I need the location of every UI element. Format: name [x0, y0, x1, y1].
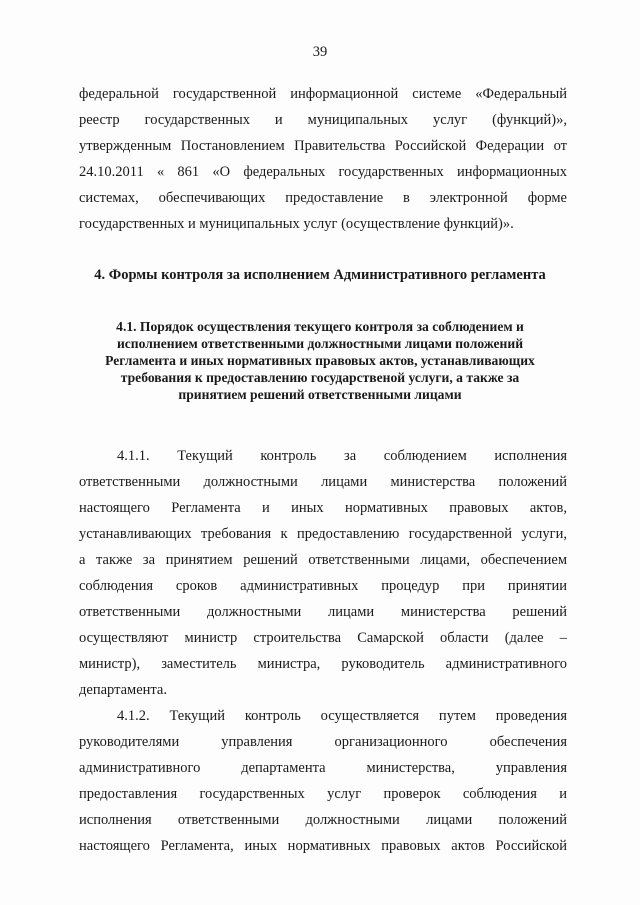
para-411-line: ответственными должностными лицами министерства положений [79, 474, 567, 490]
para-411-line: министр), заместитель министра, руководитель административного [79, 656, 567, 672]
page-number: 39 [312, 44, 328, 60]
intro-line: 24.10.2011 « 861 «О федеральных государственных информационных [79, 164, 567, 180]
para-411-line: устанавливающих требования к предоставлению государственной услуги, [79, 526, 567, 542]
para-412-line: руководителями управления организационного обеспечения [79, 734, 567, 750]
para-411-line: ответственными должностными лицами министерства решений [79, 604, 567, 620]
subsection-heading-line: принятием решений ответственными лицами [178, 387, 462, 402]
para-411-line: департамента. [79, 682, 167, 698]
para-412-line: 4.1.2. Текущий контроль осуществляется путем проведения [117, 708, 567, 724]
subsection-heading-line: Регламента и иных нормативных правовых актов, устанавливающих [105, 353, 535, 368]
para-412-line: настоящего Регламента, иных нормативных правовых актов Российской [79, 838, 567, 854]
intro-line: реестр государственных и муниципальных услуг (функций)», [79, 112, 567, 128]
intro-line: утвержденным Постановлением Правительства Российской Федерации от [79, 138, 567, 154]
intro-line: государственных и муниципальных услуг (осуществление функций)». [79, 216, 514, 232]
intro-line: системах, обеспечивающих предоставление в электронной форме [79, 190, 567, 206]
subsection-heading-line: требования к предоставлению государственой услуги, а также за [120, 370, 520, 385]
para-411-line: 4.1.1. Текущий контроль за соблюдением исполнения [117, 448, 567, 464]
para-412-line: административного департамента министерства, управления [79, 760, 567, 776]
para-411-line: соблюдения сроков административных процедур при принятии [79, 578, 567, 594]
para-412-line: исполнения ответственными должностными лицами положений [79, 812, 567, 828]
subsection-heading-line: 4.1. Порядок осуществления текущего контроля за соблюдением и [116, 319, 524, 334]
para-411-line: настоящего Регламента и иных нормативных правовых актов, [79, 500, 567, 516]
para-411-line: осуществляют министр строительства Самарской области (далее – [79, 630, 567, 646]
intro-line: федеральной государственной информационной системе «Федеральный [79, 86, 567, 102]
para-411-line: а также за принятием решений ответственными лицами, обеспечением [79, 552, 567, 568]
section-heading: 4. Формы контроля за исполнением Административного регламента [94, 267, 546, 283]
para-412-line: предоставления государственных услуг проверок соблюдения и [79, 786, 567, 802]
subsection-heading-line: исполнением ответственными должностными лицами положений [116, 336, 524, 351]
